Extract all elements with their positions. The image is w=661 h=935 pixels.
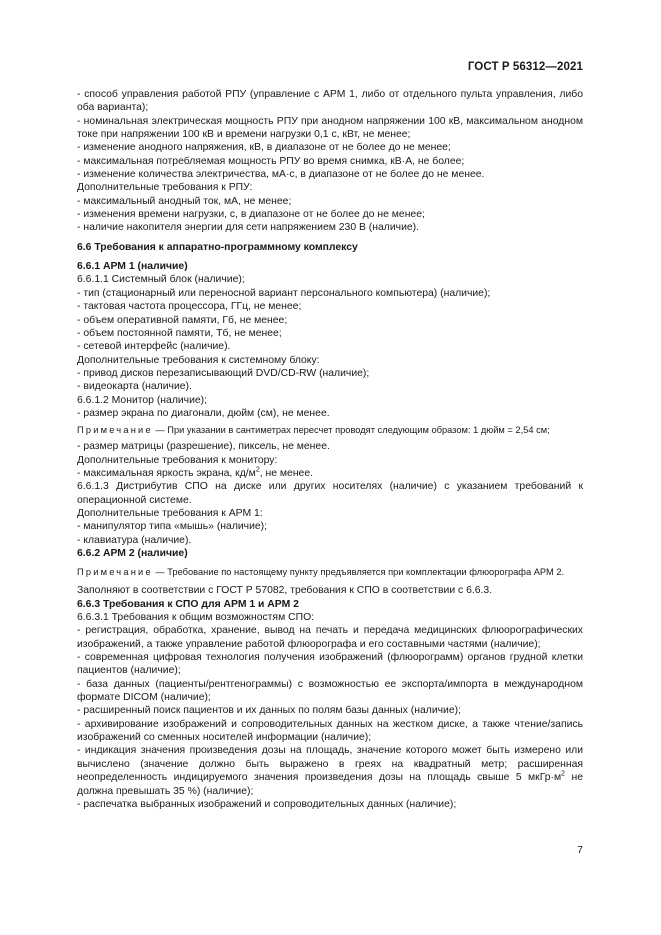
list-item: - максимальная яркость экрана, $кд/м^2$, не менее. — [77, 466, 314, 479]
paragraph: 6.6.1.2 Монитор (наличие); — [77, 394, 208, 406]
list-item: - распечатка выбранных изображений и сопроводительных данных (наличие); — [77, 798, 457, 810]
list-item: - манипулятор типа «мышь» (наличие); — [77, 521, 268, 533]
section-heading-6-6-2: 6.6.2 АРМ 2 (наличие) — [77, 548, 188, 559]
paragraph: Дополнительные требования к АРМ 1: — [77, 507, 263, 519]
list-item: - объем постоянной памяти, Тб, не менее; — [77, 327, 282, 339]
note-text: — Требование по настоящему пункту предъявляется при комплектации флюорографа АРМ 2. — [152, 567, 565, 578]
list-item: - архивирование изображений и сопроводительных данных на жестком диске, а также чтение/запись изображений со сменных носителей информации (наличие); — [77, 718, 583, 744]
paragraph: Заполняют в соответствии с ГОСТ Р 57082, требования к СПО в соответствии с 6.6.3. — [77, 585, 493, 597]
paragraph: 6.6.3.1 Требования к общим возможностям СПО: — [77, 612, 315, 624]
list-item: - видеокарта (наличие). — [77, 381, 192, 393]
list-item: - сетевой интерфейс (наличие). — [77, 341, 231, 353]
paragraph: 6.6.1.3 Дистрибутив СПО на диске или других носителях (наличие) с указанием требований к операционной системе. — [77, 481, 583, 506]
paragraph: 6.6.1.1 Системный блок (наличие); — [77, 274, 245, 286]
page-number: 7 — [577, 844, 583, 856]
note-text: — При указании в сантиметрах пересчет проводят следующим образом: 1 дюйм = 2,54 см; — [152, 425, 550, 436]
list-item: - объем оперативной памяти, Гб, не менее; — [77, 314, 288, 326]
list-item: - расширенный поиск пациентов и их данных по полям базы данных (наличие); — [77, 705, 461, 717]
list-item: - база данных (пациенты/рентгенограммы) с возможностью ее экспорта/импорта в международном формате DICOM (наличие); — [77, 678, 583, 704]
note-label: Примечание — [77, 567, 153, 578]
list-item: - изменение анодного напряжения, кВ, в диапазоне от не более до не менее; — [77, 142, 451, 154]
list-item: - регистрация, обработка, хранение, вывод на печать и передача медицинских флюорографических изображений, а также управление работой флюорографа и его составными частями (наличие); — [77, 625, 583, 650]
list-item: - размер экрана по диагонали, дюйм (см), не менее. — [77, 407, 330, 419]
list-item: - современная цифровая технология получения изображений (флюорограмм) органов грудной клетки пациентов (наличие); — [77, 652, 583, 677]
paragraph: Дополнительные требования к системному блоку: — [77, 354, 320, 366]
section-heading-6-6-3: 6.6.3 Требования к СПО для АРМ 1 и АРМ 2 — [77, 598, 299, 610]
note-label: Примечание — [77, 425, 153, 436]
list-item: - способ управления работой РПУ (управление с АРМ 1, либо от отдельного пульта управления, либо оба варианта); — [77, 89, 583, 114]
list-item: - наличие накопителя энергии для сети напряжением 230 В (наличие). — [77, 222, 419, 234]
list-item: - привод дисков перезаписывающий DVD/CD-RW (наличие); — [77, 367, 370, 379]
list-item: - максимальная потребляемая мощность РПУ во время снимка, кВ·А, не более; — [77, 155, 465, 167]
list-item: - изменения времени нагрузки, с, в диапазоне от не более до не менее; — [77, 209, 425, 221]
page-body — [77, 88, 583, 811]
paragraph: Дополнительные требования к монитору: — [77, 454, 278, 466]
section-heading-6-6-1: 6.6.1 АРМ 1 (наличие) — [77, 261, 188, 273]
list-item: - клавиатура (наличие). — [77, 534, 192, 546]
list-item: - номинальная электрическая мощность РПУ при анодном напряжении 100 кВ, максимальном анодном токе при напряжении 100 кВ и времени нагрузки 0,1 с, кВт, не менее; — [77, 115, 583, 141]
list-item: - индикация значения произведения дозы на площадь, значение которого может быть измерено или вычислено (значение должно быть выражено в греях на квадратный метр; расширенная неопределенность индицируемого значения произведения дозы на площадь свыше 5 $мкГр\cdot м^2$ не должна превышать 35 %) (наличие); — [77, 745, 584, 797]
paragraph: Дополнительные требования к РПУ: — [77, 182, 253, 194]
list-item: - размер матрицы (разрешение), пиксель, не менее. — [77, 441, 330, 453]
document-header: ГОСТ Р 56312—2021 — [467, 61, 583, 73]
list-item: - тактовая частота процессора, ГГц, не менее; — [77, 301, 302, 313]
list-item: - тип (стационарный или переносной вариант персонального компьютера) (наличие); — [77, 287, 491, 299]
note-2 — [77, 566, 583, 578]
section-heading-6-6: 6.6 Требования к аппаратно-программному комплексу — [77, 241, 358, 253]
list-item: - максимальный анодный ток, мА, не менее; — [77, 195, 292, 207]
note-1 — [77, 424, 583, 436]
list-item: - изменение количества электричества, мА·с, в диапазоне от не более до не менее. — [77, 169, 485, 181]
